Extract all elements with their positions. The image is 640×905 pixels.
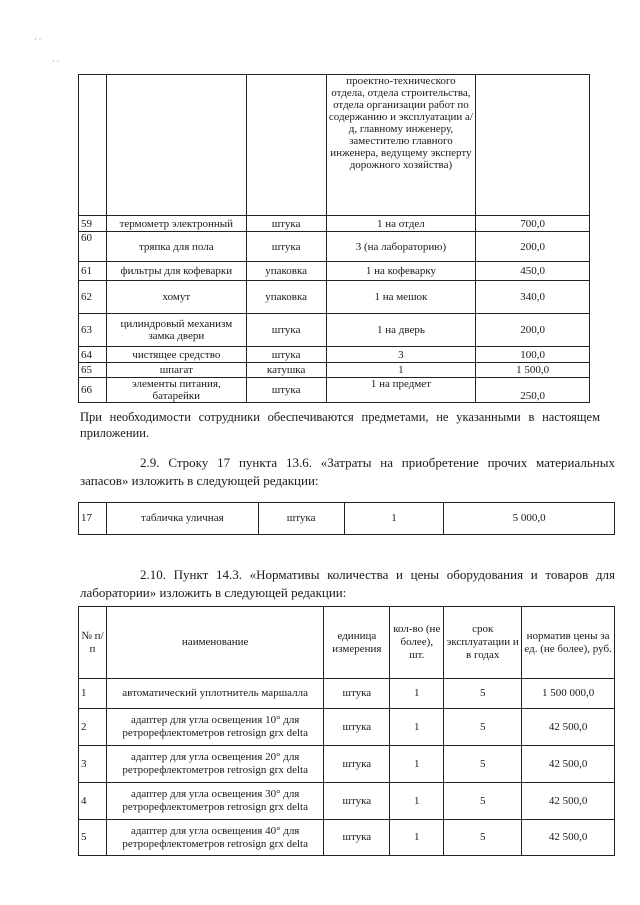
item-unit: штука: [258, 503, 344, 535]
item-price: 1 500,0: [476, 363, 590, 378]
item-norm: 1 на кофеварку: [326, 262, 476, 281]
row-number: 63: [79, 314, 107, 347]
item-price: 42 500,0: [522, 746, 615, 783]
row-number: 65: [79, 363, 107, 378]
item-term: 5: [444, 709, 522, 746]
item-unit: штука: [246, 232, 326, 262]
item-unit: штука: [324, 709, 390, 746]
row-number: 61: [79, 262, 107, 281]
item-norm: 1 на дверь: [326, 314, 476, 347]
item-price: 200,0: [476, 314, 590, 347]
table-row-17: [78, 502, 615, 535]
item-unit: упаковка: [246, 262, 326, 281]
item-term: 5: [444, 679, 522, 709]
table-row: [79, 347, 590, 363]
header-term: срок эксплуатации и в годах: [444, 607, 522, 679]
item-unit: [246, 75, 326, 216]
item-qty: 1: [390, 746, 444, 783]
item-name: термометр электронный: [106, 216, 246, 232]
table-header-row: [79, 607, 615, 679]
item-unit: катушка: [246, 363, 326, 378]
row-number: 3: [79, 746, 107, 783]
paragraph-2-9: 2.9. Строку 17 пункта 13.6. «Затраты на приобретение прочих материальных запасов» изложить в следующей редакции:: [80, 455, 615, 488]
row-number: 5: [79, 820, 107, 856]
table-row: [79, 783, 615, 820]
table-row: [79, 378, 590, 403]
item-price: 100,0: [476, 347, 590, 363]
row-number: 2: [79, 709, 107, 746]
item-price: 340,0: [476, 281, 590, 314]
header-name: наименование: [106, 607, 323, 679]
row-number: 17: [79, 503, 107, 535]
item-name: элементы питания, батарейки: [106, 378, 246, 403]
item-name: хомут: [106, 281, 246, 314]
item-qty: 1: [390, 679, 444, 709]
item-name: адаптер для угла освещения 30° для ретрорефлектометров retrosign grx delta: [106, 783, 323, 820]
row-number: 64: [79, 347, 107, 363]
row-number: 62: [79, 281, 107, 314]
item-norm: 1 на мешок: [326, 281, 476, 314]
item-qty: 1: [390, 709, 444, 746]
table-row: [79, 232, 590, 262]
table-row: [79, 75, 590, 216]
item-norm: проектно-технического отдела, отдела строительства, отдела организации работ по содержанию и эксплуатации а/д, главному инженеру, заместителю главного инженера, ведущему эксперту дорожного хозяйства): [326, 75, 476, 216]
item-norm: 1 на предмет: [326, 378, 476, 403]
table-row: [79, 679, 615, 709]
item-term: 5: [444, 783, 522, 820]
row-number: 60: [79, 232, 107, 262]
item-norm: 3 (на лабораторию): [326, 232, 476, 262]
header-num: № п/п: [79, 607, 107, 679]
item-price: 5 000,0: [444, 503, 615, 535]
scan-speck: · ·: [34, 35, 42, 44]
item-name: автоматический уплотнитель маршалла: [106, 679, 323, 709]
item-price: 250,0: [476, 378, 590, 403]
item-qty: 1: [344, 503, 444, 535]
item-price: 700,0: [476, 216, 590, 232]
row-number: 4: [79, 783, 107, 820]
table-row: [79, 216, 590, 232]
row-number: 59: [79, 216, 107, 232]
item-name: фильтры для кофеварки: [106, 262, 246, 281]
header-qty: кол-во (не более), шт.: [390, 607, 444, 679]
table-row: [79, 503, 615, 535]
item-name: цилиндровый механизм замка двери: [106, 314, 246, 347]
item-unit: штука: [246, 347, 326, 363]
table-row: [79, 746, 615, 783]
item-qty: 1: [390, 783, 444, 820]
item-name: шпагат: [106, 363, 246, 378]
materials-table-continuation: [78, 74, 590, 403]
table-row: [79, 363, 590, 378]
item-name: адаптер для угла освещения 10° для ретрорефлектометров retrosign grx delta: [106, 709, 323, 746]
item-unit: штука: [324, 783, 390, 820]
row-number: 1: [79, 679, 107, 709]
table-row: [79, 820, 615, 856]
item-price: 42 500,0: [522, 783, 615, 820]
item-unit: штука: [246, 216, 326, 232]
table-row: [79, 709, 615, 746]
item-unit: штука: [246, 378, 326, 403]
item-name: чистящее средство: [106, 347, 246, 363]
item-unit: штука: [246, 314, 326, 347]
item-name: адаптер для угла освещения 20° для ретрорефлектометров retrosign grx delta: [106, 746, 323, 783]
item-norm: 1 на отдел: [326, 216, 476, 232]
item-price: 200,0: [476, 232, 590, 262]
item-norm: 1: [326, 363, 476, 378]
item-unit: штука: [324, 820, 390, 856]
item-price: 1 500 000,0: [522, 679, 615, 709]
item-price: 450,0: [476, 262, 590, 281]
item-term: 5: [444, 820, 522, 856]
item-name: адаптер для угла освещения 40° для ретрорефлектометров retrosign grx delta: [106, 820, 323, 856]
item-price: 42 500,0: [522, 820, 615, 856]
table-row: [79, 262, 590, 281]
item-unit: упаковка: [246, 281, 326, 314]
header-unit: единица измерения: [324, 607, 390, 679]
table-row: [79, 281, 590, 314]
item-name: табличка уличная: [106, 503, 258, 535]
item-term: 5: [444, 746, 522, 783]
paragraph-2-10: 2.10. Пункт 14.3. «Нормативы количества и цены оборудования и товаров для лаборатории» изложить в следующей редакции:: [80, 567, 615, 600]
item-unit: штука: [324, 679, 390, 709]
lab-equipment-table: [78, 606, 615, 856]
item-price: [476, 75, 590, 216]
item-unit: штука: [324, 746, 390, 783]
note-text: При необходимости сотрудники обеспечиваются предметами, не указанными в настоящем приложении.: [80, 410, 600, 440]
scan-speck: · ·: [52, 57, 60, 66]
item-price: 42 500,0: [522, 709, 615, 746]
item-name: тряпка для пола: [106, 232, 246, 262]
row-number: 66: [79, 378, 107, 403]
table-row: [79, 314, 590, 347]
item-name: [106, 75, 246, 216]
item-qty: 1: [390, 820, 444, 856]
header-price: норматив цены за ед. (не более), руб.: [522, 607, 615, 679]
item-norm: 3: [326, 347, 476, 363]
row-number: [79, 75, 107, 216]
